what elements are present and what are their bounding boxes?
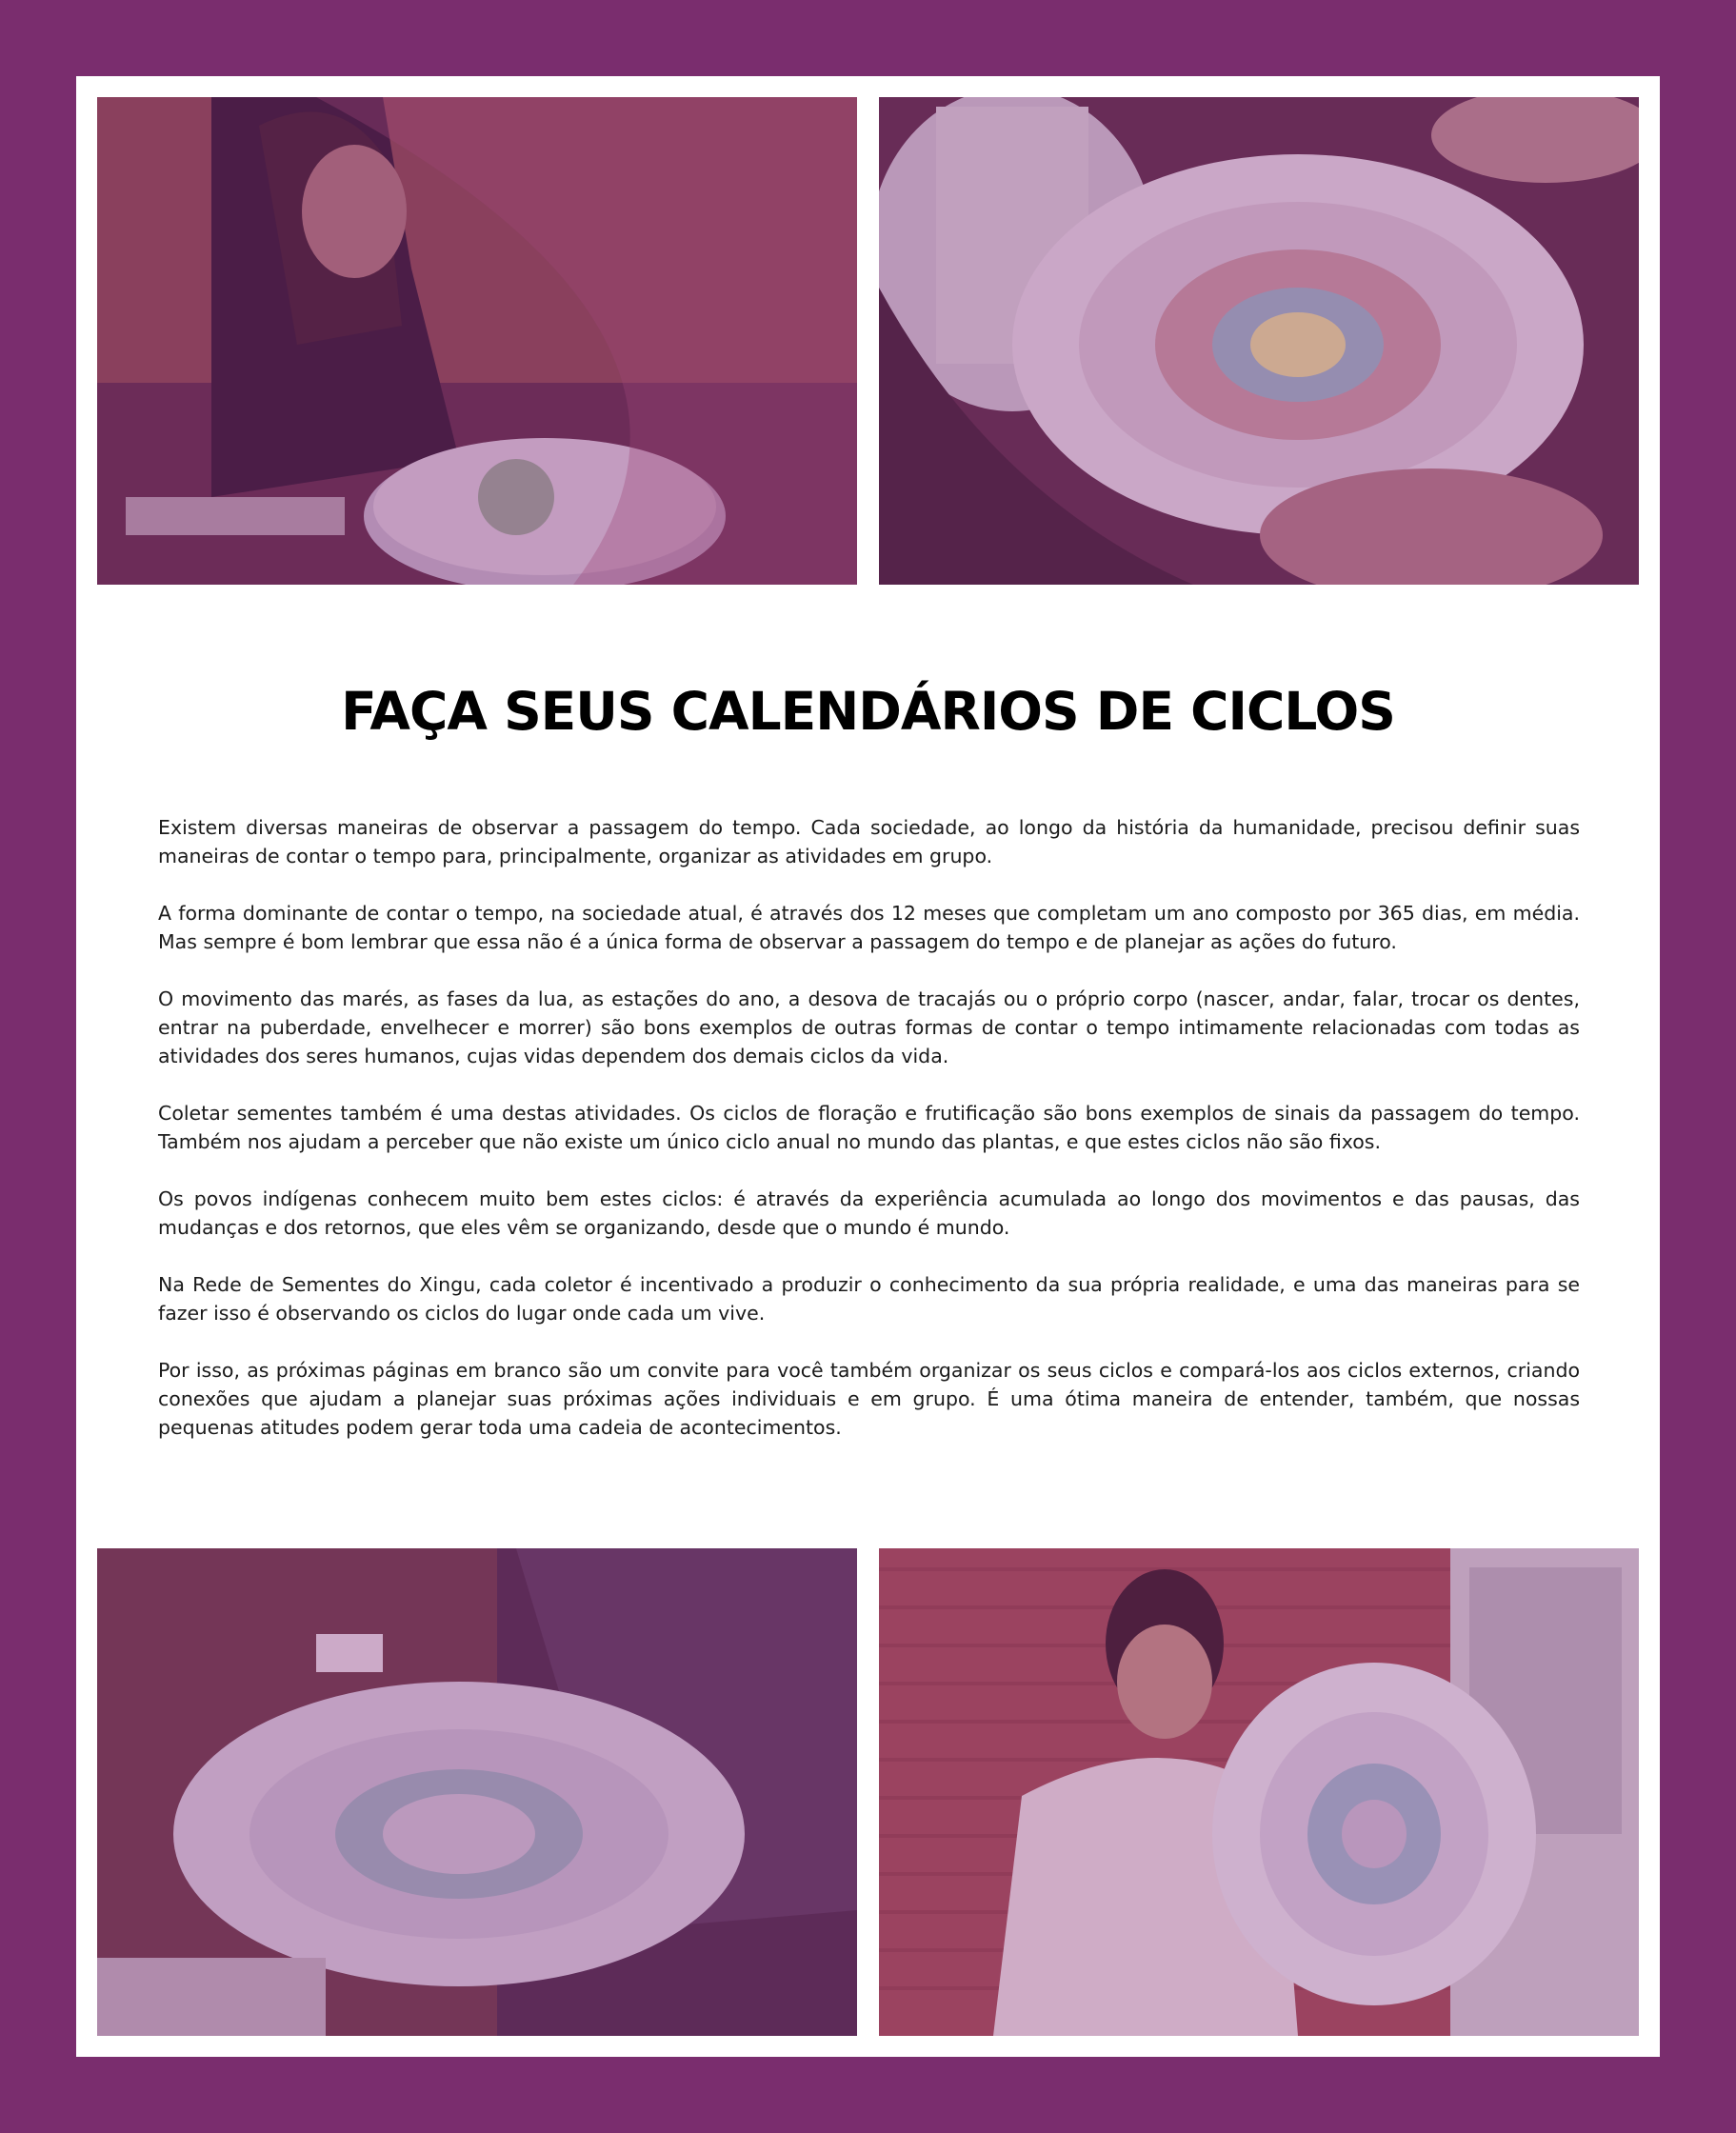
- body-text: [158, 813, 1580, 1470]
- paragraph: Na Rede de Sementes do Xingu, cada coletor é incentivado a produzir o conhecimento da sua própria realidade, e uma das maneiras para se fazer isso é observando os ciclos do lugar onde cada um vive.: [158, 1273, 1580, 1325]
- page-title: FAÇA SEUS CALENDÁRIOS DE CICLOS: [341, 681, 1395, 742]
- paragraph: Por isso, as próximas páginas em branco são um convite para você também organizar os seus ciclos e compará-los aos ciclos externos, criando conexões que ajudam a planejar suas próximas ações individuais e em grupo. É uma ótima maneira de entender, também, que nossas pequenas atitudes podem gerar toda uma cadeia de acontecimentos.: [158, 1359, 1580, 1439]
- paragraph: Existem diversas maneiras de observar a passagem do tempo. Cada sociedade, ao longo da história da humanidade, precisou definir suas maneiras de contar o tempo para, principalmente, organizar as atividades em grupo.: [158, 816, 1580, 867]
- photo-young-man-presenting-calendar: [879, 1548, 1639, 2036]
- paragraph: A forma dominante de contar o tempo, na sociedade atual, é através dos 12 meses que completam um ano composto por 365 dias, em média. Mas sempre é bom lembrar que essa não é a única forma de observar a passagem do tempo e de planejar as ações do futuro.: [158, 902, 1580, 953]
- paragraph: O movimento das marés, as fases da lua, as estações do ano, a desova de tracajás ou o próprio corpo (nascer, andar, falar, trocar os dentes, entrar na puberdade, envelhecer e morrer) são bons exemplos de outras formas de contar o tempo intimamente relacionadas com todas as atividades dos seres humanos, cujas vidas dependem dos demais ciclos da vida.: [158, 987, 1580, 1067]
- paragraph: Os povos indígenas conhecem muito bem estes ciclos: é através da experiência acumulada ao longo dos movimentos e das pausas, das mudanças e dos retornos, que eles vêm se organizando, desde que o mundo é mundo.: [158, 1187, 1580, 1239]
- photo-man-holding-calendar: [97, 1548, 857, 2036]
- paragraph: Coletar sementes também é uma destas atividades. Os ciclos de floração e frutificação são bons exemplos de sinais da passagem do tempo. Também nos ajudam a perceber que não existe um único ciclo anual no mundo das plantas, e que estes ciclos não são fixos.: [158, 1102, 1580, 1153]
- photo-hands-holding-calendar: [879, 97, 1639, 585]
- page-frame: [76, 76, 1660, 2057]
- photo-woman-drawing-calendar: [97, 97, 857, 585]
